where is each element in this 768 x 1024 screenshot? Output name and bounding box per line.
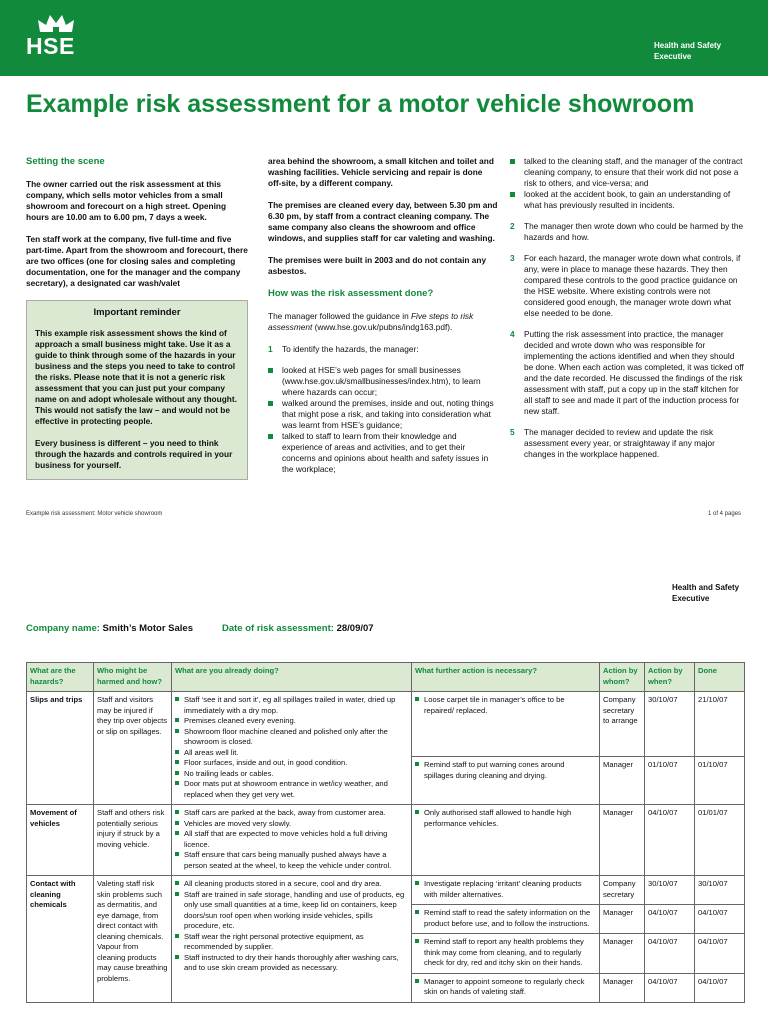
list-item: Staff are trained in safe storage, handling and use of products, eg only use small quantities at a time, keep lid on containers, keep doors/sun roof open when working inside vehicles, spills procedure, etc. <box>175 890 408 932</box>
step-3: 3 For each hazard, the manager wrote down what controls, if any, were in place to manage these hazards. They then compared these controls to the good practice guidance on the HSE website. Where existing controls were not considered good enough, the manager wrote down what else needed to be done. <box>510 253 741 318</box>
list-item: Remind staff to put warning cones around spillages during cleaning and drying. <box>415 760 596 781</box>
action-cell <box>412 934 600 974</box>
whom-cell: Manager <box>600 757 645 805</box>
list-item: No trailing leads or cables. <box>175 769 408 780</box>
when-cell: 04/10/07 <box>645 934 695 974</box>
action-cell <box>412 973 600 1002</box>
column-1 <box>26 156 248 480</box>
footer-page-count: 1 of 4 pages <box>708 511 742 517</box>
list-item: talked to staff to learn from their knowledge and experience of areas and activities, and to get their concerns and opinions about health and safety issues in the workplace; <box>268 431 498 475</box>
table-row <box>27 692 745 757</box>
list-item: Remind staff to read the safety information on the product before use, and to follow the instructions. <box>415 908 596 929</box>
action-cell <box>412 876 600 905</box>
step-5: 5 The manager decided to review and update the risk assessment every year, or straightaway if any major changes in the workplace happened. <box>510 427 715 459</box>
column-header: What further action is necessary? <box>412 663 600 692</box>
logo-text: HSE <box>26 33 75 59</box>
hse-executive-label-page2: Health and Safety Executive <box>672 583 740 603</box>
done-cell: 04/10/07 <box>695 905 745 934</box>
whom-cell: Manager <box>600 805 645 876</box>
scene-paragraph-5: The premises were built in 2003 and do not contain any asbestos. <box>268 255 487 276</box>
column-header: What are you already doing? <box>172 663 412 692</box>
when-cell: 04/10/07 <box>645 905 695 934</box>
reminder-paragraph-2: Every business is different – you need to think through the hazards and controls required in your business for yourself. <box>35 438 233 470</box>
action-cell <box>412 757 600 805</box>
hazard-cell: Contact with cleaning chemicals <box>27 876 94 1003</box>
list-item: All areas well lit. <box>175 748 408 759</box>
when-cell: 04/10/07 <box>645 805 695 876</box>
footer-doc-title: Example risk assessment: Motor vehicle showroom <box>26 511 163 517</box>
whom-cell: Company secretary to arrange <box>600 692 645 757</box>
list-item: walked around the premises, inside and out, noting things that might pose a risk, and taking into consideration what was learnt from HSE’s guidance; <box>268 398 498 431</box>
when-cell: 04/10/07 <box>645 973 695 1002</box>
list-item: Only authorised staff allowed to handle high performance vehicles. <box>415 808 596 829</box>
hazard-cell: Movement of vehicles <box>27 805 94 876</box>
list-item: All staff that are expected to move vehicles hold a full driving licence. <box>175 829 408 850</box>
list-item: Staff instructed to dry their hands thoroughly after washing cars, and to use skin cream provided as necessary. <box>175 953 408 974</box>
section-heading-scene: Setting the scene <box>26 156 105 167</box>
done-cell: 30/10/07 <box>695 876 745 905</box>
list-item: Staff cars are parked at the back, away from customer area. <box>175 808 408 819</box>
list-item: Showroom floor machine cleaned and polished only after the showroom is closed. <box>175 727 408 748</box>
list-item: looked at HSE’s web pages for small businesses (www.hse.gov.uk/smallbusinesses/index.htm), to learn where hazards can occur; <box>268 365 498 398</box>
reminder-paragraph-1: This example risk assessment shows the kind of approach a small business might take. Use it as a guide to think through some of the hazards in your business and the steps you need to take to control the risks. Please note that it is not a generic risk assessment that you can just put your company name on and adopt wholesale without any thought. This would not satisfy the law – and would not be effective in protecting people. <box>35 328 237 426</box>
column-header: Who might be harmed and how? <box>94 663 172 692</box>
hse-logo <box>26 12 78 58</box>
list-item: Vehicles are moved very slowly. <box>175 819 408 830</box>
header-bar <box>0 0 768 76</box>
scene-paragraph-2: Ten staff work at the company, five full-time and five part-time. Apart from the showroom and forecourt, there are two offices (one for closing sales and completing documentation, one for the manager and the company secretary), a designated car wash/valet <box>26 234 248 288</box>
list-item: looked at the accident book, to gain an understanding of what has previously resulted in incidents. <box>510 189 744 211</box>
whom-cell: Manager <box>600 934 645 974</box>
done-cell: 04/10/07 <box>695 973 745 1002</box>
risk-assessment-table <box>26 662 745 1003</box>
list-item: Remind staff to report any health problems they think may come from cleaning, and to regularly check for dry, red and itchy skin on their hands. <box>415 937 596 969</box>
when-cell: 30/10/07 <box>645 692 695 757</box>
important-reminder-box <box>26 300 248 480</box>
hazard-cell: Slips and trips <box>27 692 94 805</box>
action-cell <box>412 692 600 757</box>
who-cell: Valeting staff risk skin problems such as dermatitis, and eye damage, from direct contact with cleaning chemicals. Vapour from cleaning products may cause breathing problems. <box>94 876 172 1003</box>
doing-cell <box>172 692 412 805</box>
step-1: 1 To identify the hazards, the manager: <box>268 344 419 354</box>
when-cell: 01/10/07 <box>645 757 695 805</box>
step-4: 4 Putting the risk assessment into practice, the manager decided and wrote down who was responsible for implementing the actions identified and when they should be done. When each action was completed, it was ticked off and the date recorded. He discussed the findings of the risk assessment with staff, put a copy up in the staff kitchen for all staff to see and made it part of the induction process for new staff. <box>510 329 744 416</box>
list-item: Loose carpet tile in manager’s office to be repaired/ replaced. <box>415 695 596 716</box>
crown-logo-icon <box>34 12 78 34</box>
scene-paragraph-3: area behind the showroom, a small kitchen and toilet and washing facilities. Vehicle servicing and repair is done off-site, by a different company. <box>268 156 494 188</box>
doing-cell <box>172 805 412 876</box>
list-item: Door mats put at showroom entrance in wet/icy weather, and replaced when they get very wet. <box>175 779 408 800</box>
table-row <box>27 876 745 905</box>
list-item: Floor surfaces, inside and out, in good condition. <box>175 758 408 769</box>
when-cell: 30/10/07 <box>645 876 695 905</box>
table-header-row <box>27 663 745 692</box>
scene-paragraph-4: The premises are cleaned every day, between 5.30 pm and 6.30 pm, by staff from a contract cleaning company. The same company also cleans the showroom and office windows, and supplies staff for car valeting and washing. <box>268 200 498 243</box>
assessment-date: Date of risk assessment: 28/09/07 <box>222 623 374 634</box>
table-row <box>27 805 745 876</box>
done-cell: 01/01/07 <box>695 805 745 876</box>
column-header: What are the hazards? <box>27 663 94 692</box>
list-item: talked to the cleaning staff, and the manager of the contract cleaning company, to ensure that their work did not pose a risk to others, and vice-versa; and <box>510 156 744 189</box>
list-item: Staff ensure that cars being manually pushed always have a person seated at the wheel, to keep the vehicle under control. <box>175 850 408 871</box>
section-heading-how: How was the risk assessment done? <box>268 288 434 299</box>
list-item: All cleaning products stored in a secure, cool and dry area. <box>175 879 408 890</box>
done-cell: 01/10/07 <box>695 757 745 805</box>
list-item: Staff wear the right personal protective equipment, as recommended by supplier. <box>175 932 408 953</box>
list-item: Manager to appoint someone to regularly check skin on hands of valeting staff. <box>415 977 596 998</box>
scene-paragraph-1: The owner carried out the risk assessment at this company, which sells motor vehicles from a small showroom and forecourt on a high street. Opening hours are 10.00 am to 6.00 pm, 7 days a week. <box>26 179 227 222</box>
list-item: Investigate replacing ‘irritant’ cleaning products with milder alternatives. <box>415 879 596 900</box>
column-header: Action by whom? <box>600 663 645 692</box>
step-2: 2 The manager then wrote down who could be harmed by the hazards and how. <box>510 221 744 242</box>
column-3 <box>510 156 744 470</box>
list-item: Premises cleaned every evening. <box>175 716 408 727</box>
step-1-bullets <box>268 365 498 475</box>
action-cell <box>412 905 600 934</box>
reminder-title: Important reminder <box>93 307 181 318</box>
list-item: Staff ‘see it and sort it’, eg all spillages trailed in water, dried up immediately with a dry mop. <box>175 695 408 716</box>
column-header: Action by when? <box>645 663 695 692</box>
whom-cell: Manager <box>600 973 645 1002</box>
who-cell: Staff and visitors may be injured if they trip over objects or slip on spillages. <box>94 692 172 805</box>
page-title: Example risk assessment for a motor vehicle showroom <box>26 90 695 118</box>
hse-executive-label: Health and Safety Executive <box>654 41 722 61</box>
company-name: Company name: Smith’s Motor Sales <box>26 623 193 634</box>
whom-cell: Company secretary <box>600 876 645 905</box>
who-cell: Staff and others risk potentially serious injury if struck by a moving vehicle. <box>94 805 172 876</box>
column-2 <box>268 156 498 475</box>
done-cell: 21/10/07 <box>695 692 745 757</box>
doing-cell <box>172 876 412 1003</box>
guidance-title: Five steps to risk assessment <box>268 311 474 332</box>
whom-cell: Manager <box>600 905 645 934</box>
column-header: Done <box>695 663 745 692</box>
guidance-paragraph: The manager followed the guidance in Five steps to risk assessment (www.hse.gov.uk/pubns/indg163.pdf). <box>268 311 474 332</box>
step-1-bullets-cont <box>510 156 744 211</box>
action-cell <box>412 805 600 876</box>
done-cell: 04/10/07 <box>695 934 745 974</box>
